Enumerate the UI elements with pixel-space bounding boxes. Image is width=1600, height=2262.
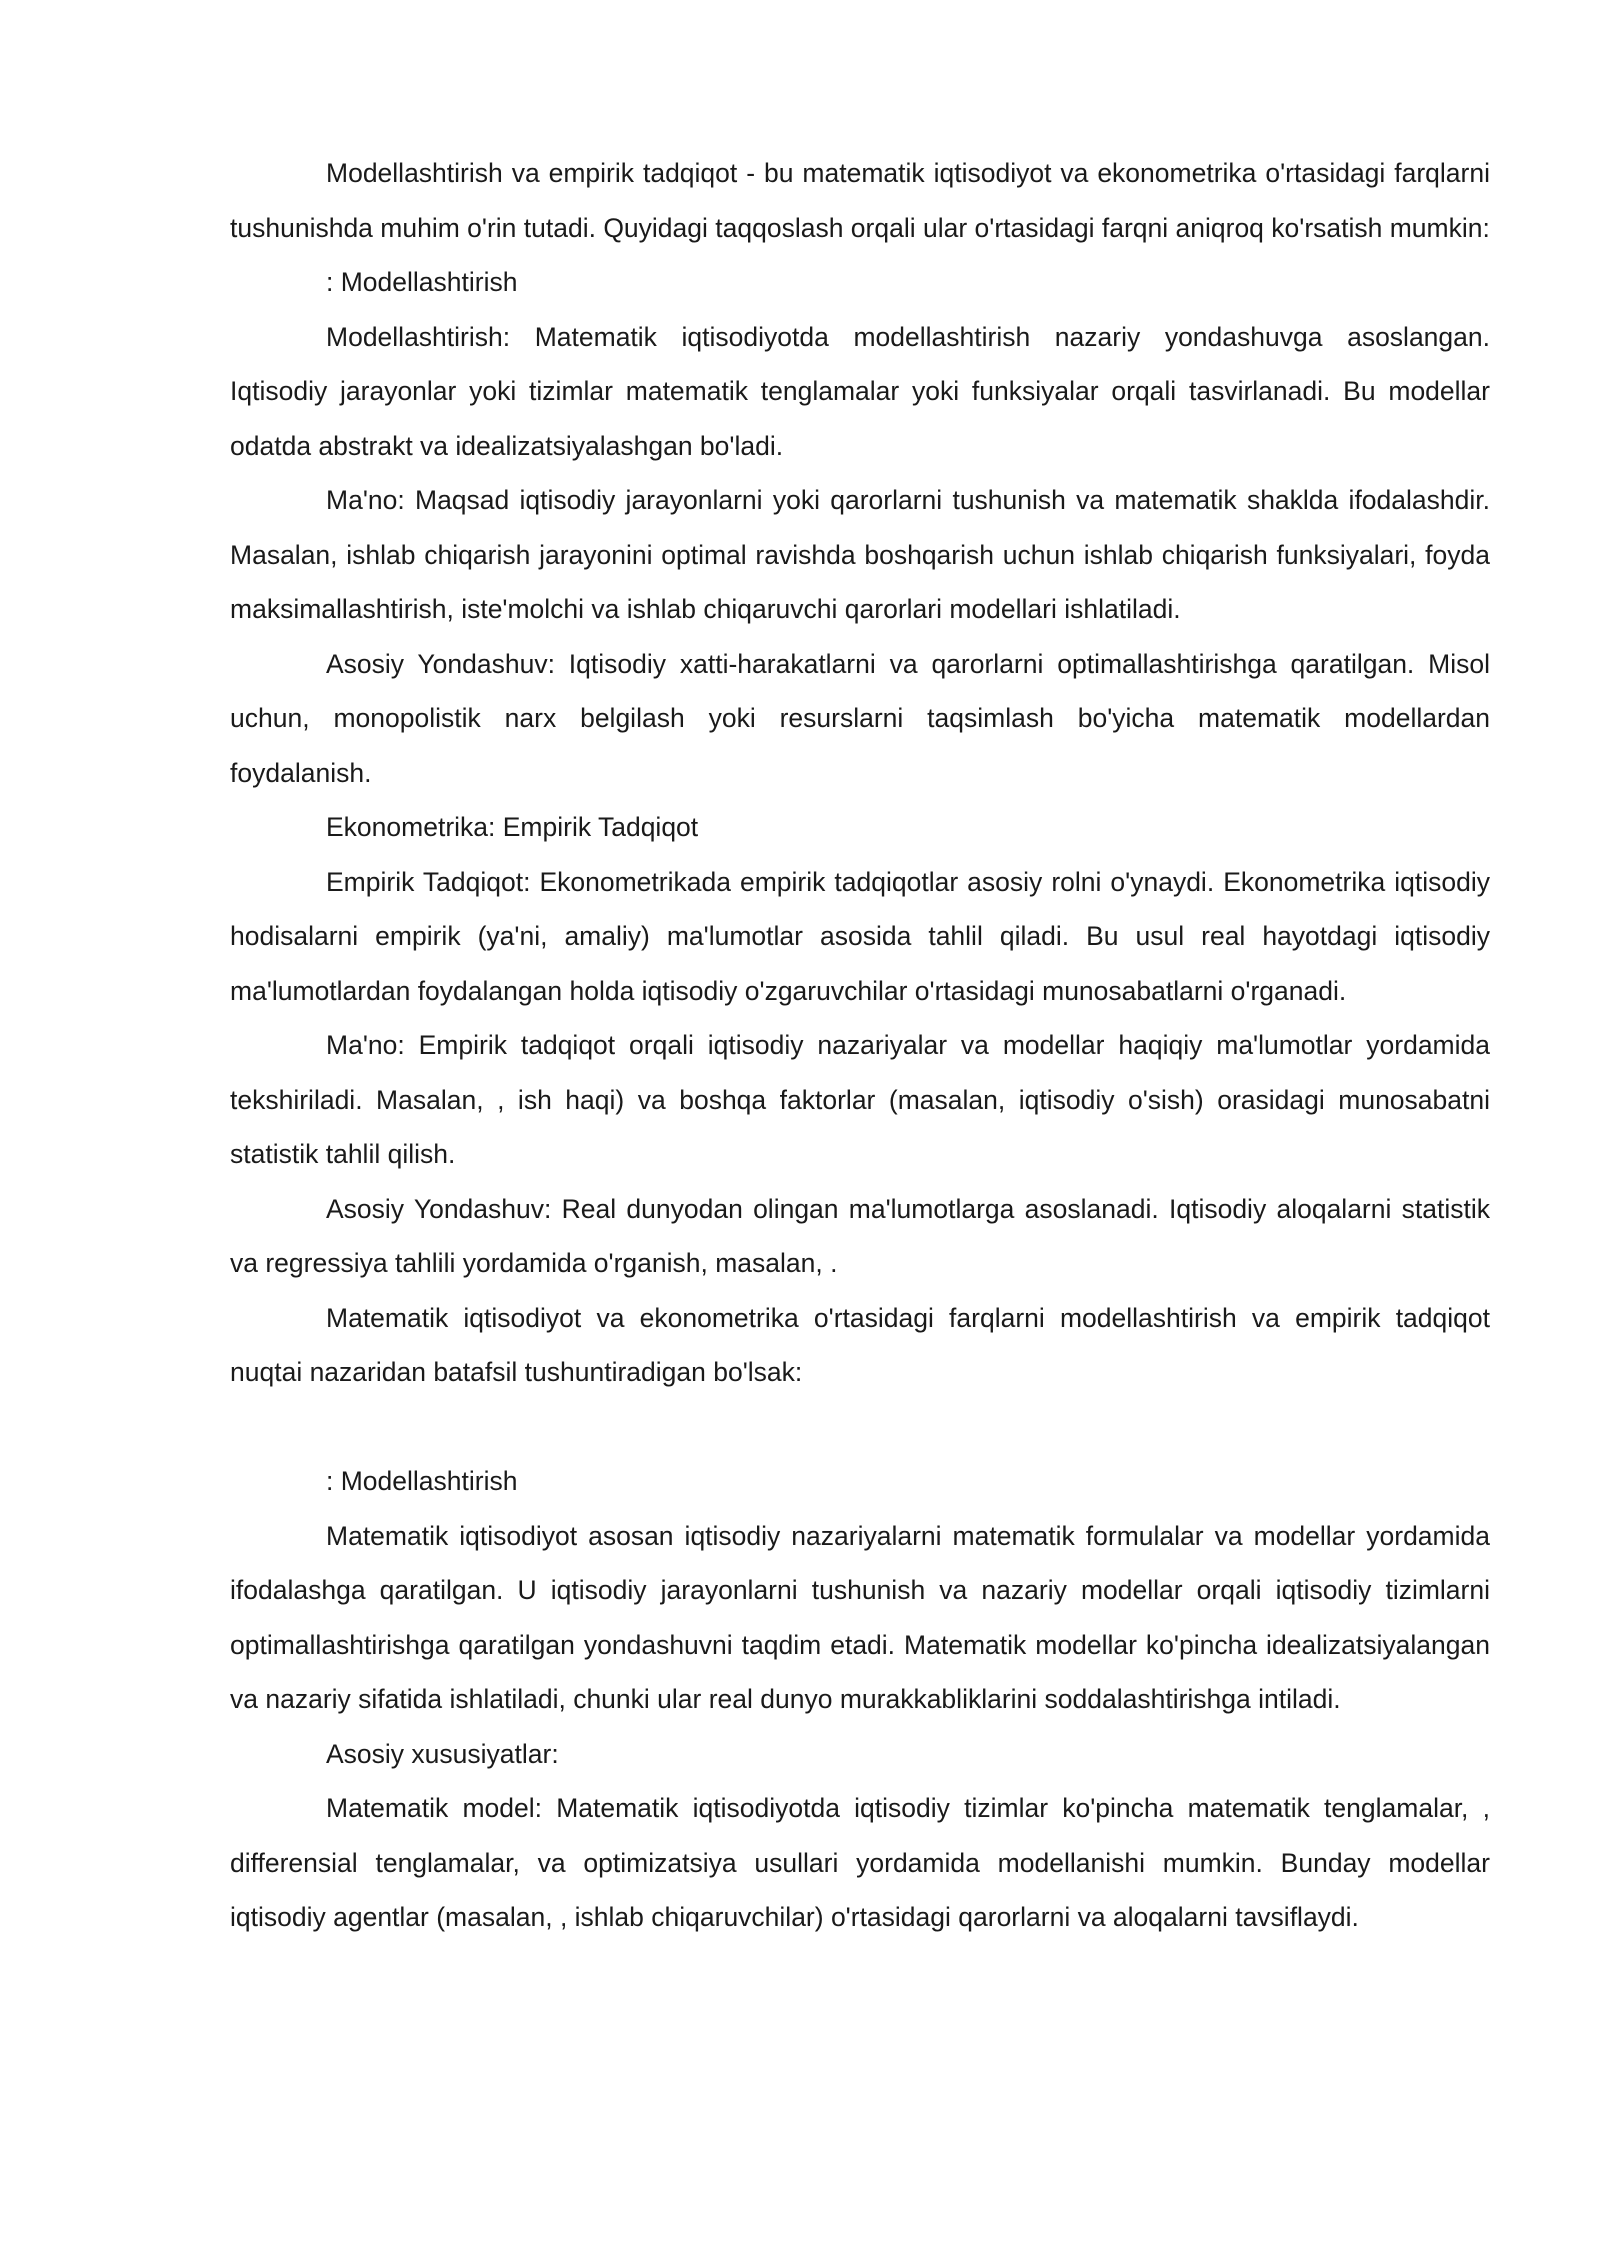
heading-asosiy-xususiyatlar: Asosiy xususiyatlar: (326, 1738, 559, 1769)
heading-ekonometrika: Ekonometrika: Empirik Tadqiqot (326, 812, 699, 842)
heading-modellashtirish-2: : Modellashtirish (326, 1466, 518, 1496)
paragraph-mano-1: Ma'no: Maqsad iqtisodiy jarayonlarni yoki qarorlarni tushunish va matematik shaklda ifodalashdir. Masalan, ishlab chiqarish jarayonini optimal ravishda boshqarish uchun ishlab chiqarish funksiyalari, foyda maksimallashtirish, iste'molchi va ishlab chiqaruvchi qarorlari modellari ishlatiladi. (230, 485, 1490, 624)
blank-line (230, 1400, 1490, 1455)
paragraph-matematik-model: Matematik model: Matematik iqtisodiyotda iqtisodiy tizimlar ko'pincha matematik tenglamalar, , differensial tenglamalar, va optimizatsiya usullari yordamida modellanishi mumkin. Bunday modellar iqtisodiy agentlar (masalan, , ishlab chiqaruvchilar) o'rtasidagi qarorlarni va aloqalarni tavsiflaydi. (230, 1793, 1490, 1932)
paragraph-asosiy-yondashuv-1: Asosiy Yondashuv: Iqtisodiy xatti-harakatlarni va qarorlarni optimallashtirishga qaratilgan. Misol uchun, monopolistik narx belgilash yoki resurslarni taqsimlash bo'yicha matematik modellardan foydalanish. (230, 648, 1490, 788)
paragraph-asosiy-yondashuv-2: Asosiy Yondashuv: Real dunyodan olingan ma'lumotlarga asoslanadi. Iqtisodiy aloqalarni statistik va regressiya tahlili yordamida o'rganish, masalan, . (230, 1193, 1490, 1278)
paragraph-empirik-tadqiqot: Empirik Tadqiqot: Ekonometrikada empirik tadqiqotlar asosiy rolni o'ynaydi. Ekonometrika iqtisodiy hodisalarni empirik (ya'ni, amaliy) ma'lumotlar asosida tahlil qiladi. Bu usul real hayotdagi iqtisodiy ma'lumotlardan foydalangan holda iqtisodiy o'zgaruvchilar o'rtasidagi munosabatlarni o'rganadi. (230, 866, 1490, 1006)
paragraph-matematik-iqtisodiyot: Matematik iqtisodiyot asosan iqtisodiy nazariyalarni matematik formulalar va modellar yordamida ifodalashga qaratilgan. U iqtisodiy jarayonlarni tushunish va nazariy modellar orqali iqtisodiy tizimlarni optimallashtirishga qaratilgan yondashuvni taqdim etadi. Matematik modellar ko'pincha idealizatsiyalangan va nazariy sifatida ishlatiladi, chunki ular real dunyo murakkabliklarini soddalashtirishga intiladi. (230, 1520, 1490, 1714)
document-body (230, 146, 1490, 1945)
heading-modellashtirish: : Modellashtirish (326, 267, 518, 297)
paragraph-intro: Modellashtirish va empirik tadqiqot - bu matematik iqtisodiyot va ekonometrika o'rtasidagi farqlarni tushunishda muhim o'rin tutadi. Quyidagi taqqoslash orqali ular o'rtasidagi farqni aniqroq ko'rsatish mumkin: (230, 158, 1490, 243)
paragraph-summary: Matematik iqtisodiyot va ekonometrika o'rtasidagi farqlarni modellashtirish va empirik tadqiqot nuqtai nazaridan batafsil tushuntiradigan bo'lsak: (230, 1302, 1490, 1387)
paragraph-mano-2: Ma'no: Empirik tadqiqot orqali iqtisodiy nazariyalar va modellar haqiqiy ma'lumotlar yordamida tekshiriladi. Masalan, , ish haqi) va boshqa faktorlar (masalan, iqtisodiy o'sish) orasidagi munosabatni statistik tahlil qilish. (230, 1030, 1490, 1169)
paragraph-modellashtirish: Modellashtirish: Matematik iqtisodiyotda modellashtirish nazariy yondashuvga asoslangan. Iqtisodiy jarayonlar yoki tizimlar matematik tenglamalar yoki funksiyalar orqali tasvirlanadi. Bu modellar odatda abstrakt va idealizatsiyalashgan bo'ladi. (230, 321, 1490, 461)
